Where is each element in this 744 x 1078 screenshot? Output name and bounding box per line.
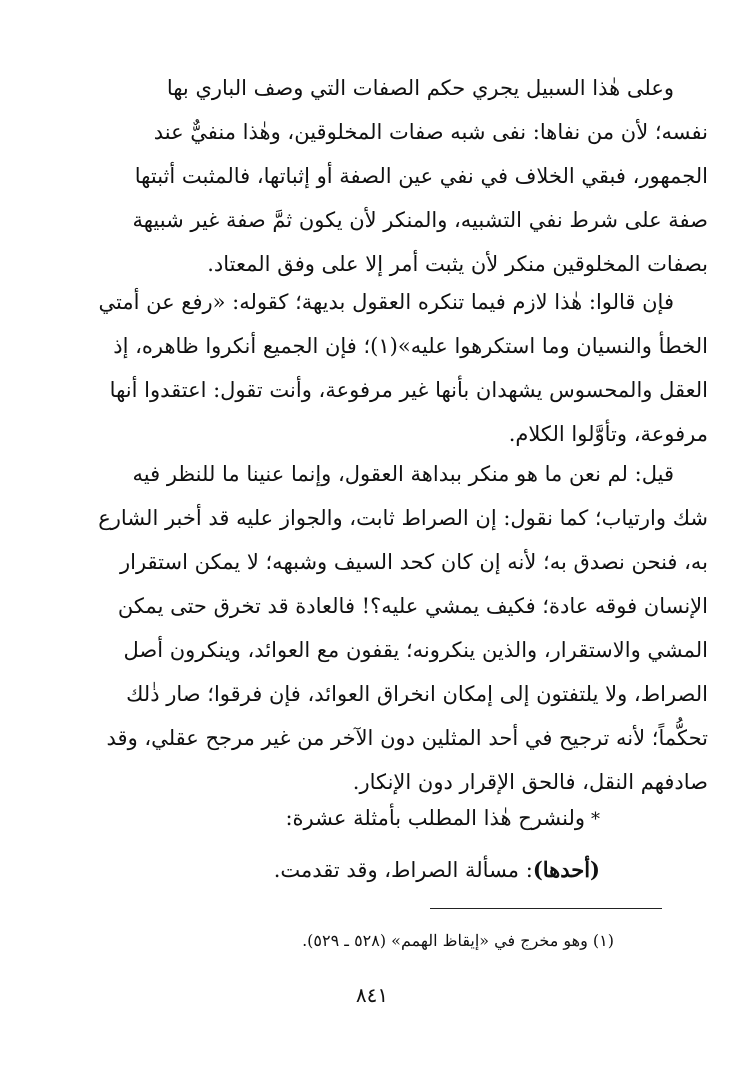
text-line: الجمهور، فبقي الخلاف في نفي عين الصفة أو إثباتها، فالمثبت أثبتها — [134, 164, 708, 188]
text-line: الإنسان فوقه عادة؛ فكيف يمشي عليه؟! فالعادة قد تخرق حتى يمكن — [117, 594, 708, 618]
text-line: وعلى هٰذا السبيل يجري حكم الصفات التي وصف الباري بها — [166, 76, 674, 100]
footnote-text: (١) وهو مخرج في «إيقاظ الهمم» (٥٢٨ ـ ٥٢٩). — [302, 931, 614, 950]
text-line: صادفهم النقل، فالحق الإقرار دون الإنكار. — [352, 770, 708, 794]
paragraph-3 — [80, 452, 708, 804]
text-line: مرفوعة، وتأوَّلوا الكلام. — [508, 422, 708, 446]
footnote — [80, 926, 614, 956]
asterisk-marker: * — [591, 809, 600, 830]
text-line: نفسه؛ لأن من نفاها: نفى شبه صفات المخلوقين، وهٰذا منفيٌّ عند — [153, 120, 708, 144]
text-line: فإن قالوا: هٰذا لازم فيما تنكره العقول بديهة؛ كقوله: «رفع عن أمتي — [98, 290, 674, 314]
example-label: (أحدها) — [532, 857, 600, 882]
text-line: الخطأ والنسيان وما استكرهوا عليه»(١)؛ فإن الجميع أنكروا ظاهره، إذ — [113, 334, 708, 358]
footnote-divider — [430, 908, 662, 909]
text-line: العقل والمحسوس يشهدان بأنها غير مرفوعة، وأنت تقول: اعتقدوا أنها — [109, 378, 708, 402]
paragraph-2 — [80, 280, 708, 456]
text-line: صفة على شرط نفي التشبيه، والمنكر لأن يكون ثمَّ صفة غير شبيهة — [132, 208, 708, 232]
example-text: : مسألة الصراط، وقد تقدمت. — [273, 858, 533, 882]
text-line: بصفات المخلوقين منكر لأن يثبت أمر إلا على وفق المعتاد. — [207, 252, 708, 276]
section-intro — [80, 796, 600, 842]
text-line: شك وارتياب؛ كما نقول: إن الصراط ثابت، والجواز عليه قد أخبر الشارع — [98, 506, 708, 530]
paragraph-1 — [80, 66, 708, 286]
text-line: تحكُّماً؛ لأنه ترجيح في أحد المثلين دون الآخر من غير مرجح عقلي، وقد — [106, 726, 708, 750]
text-line: قيل: لم نعن ما هو منكر ببداهة العقول، وإنما عنينا ما للنظر فيه — [132, 462, 674, 486]
section-intro-text: ولنشرح هٰذا المطلب بأمثلة عشرة: — [285, 806, 585, 830]
page-number: ٨٤١ — [355, 983, 389, 1007]
text-line: الصراط، ولا يلتفتون إلى إمكان انخراق العوائد، فإن فرقوا؛ صار ذٰلك — [126, 682, 708, 706]
text-line: المشي والاستقرار، والذين ينكرونه؛ يقفون مع العوائد، وينكرون أصل — [123, 638, 708, 662]
first-example — [80, 848, 600, 892]
text-line: به، فنحن نصدق به؛ لأنه إن كان كحد السيف وشبهه؛ لا يمكن استقرار — [119, 550, 708, 574]
